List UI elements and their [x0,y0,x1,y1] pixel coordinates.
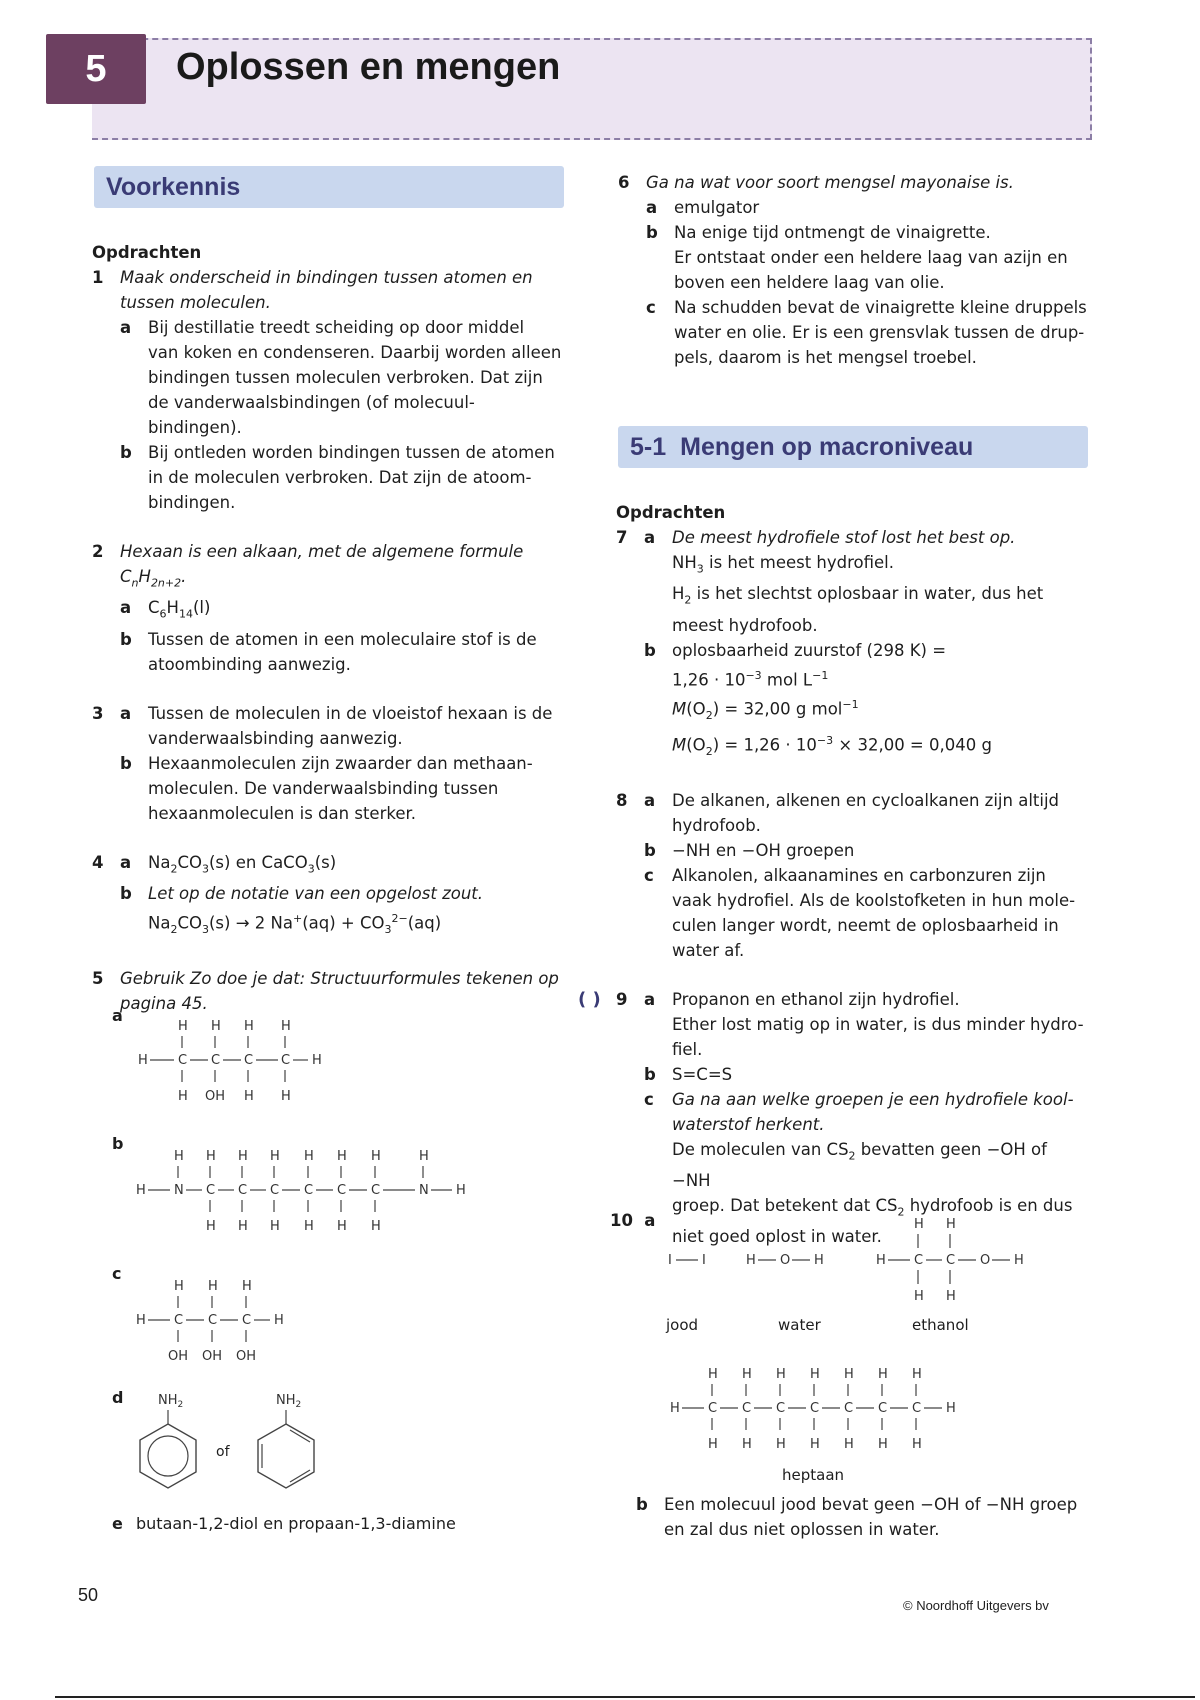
opdrachten-heading: Opdrachten [92,243,202,262]
svg-text:H: H [174,1279,184,1294]
svg-text:H: H [138,1053,148,1068]
svg-text:OH: OH [236,1349,257,1364]
section-voorkennis-title: Voorkennis [106,172,241,201]
answer-line: meest hydrofoob. [672,615,818,635]
svg-text:H: H [371,1219,381,1234]
answer-line: Ether lost matig op in water, is dus minder hydro- [672,1014,1084,1034]
answer-line: Hexaanmoleculen zijn zwaarder dan methaan- [148,753,533,773]
answer-line: hexaanmoleculen is dan sterker. [148,803,416,823]
answer-b [120,751,572,826]
svg-text:C: C [878,1401,888,1416]
bottom-rule [55,1696,1195,1698]
svg-text:H: H [304,1219,314,1234]
formula: groep. Dat betekent dat $CS_2$ hydrofoob is en dus [672,1195,1073,1219]
svg-text:H: H [814,1253,824,1268]
answer-line: bindingen). [148,418,242,437]
answer-line: water en olie. Er is een grensvlak tussen de drup- [674,323,1085,342]
answer-line: moleculen. De vanderwaalsbinding tussen [148,778,499,798]
answer-letter: a [112,1006,123,1025]
answer-b [644,838,1090,863]
svg-text:H: H [746,1253,756,1268]
svg-text:H: H [274,1313,284,1328]
svg-text:H: H [742,1367,752,1382]
answer-line: −NH en −OH groepen [672,840,855,860]
svg-text:C: C [337,1183,347,1198]
answer-letter: d [112,1388,124,1407]
svg-text:H: H [946,1217,956,1232]
question-7 [616,525,1090,764]
svg-text:C: C [371,1183,381,1198]
answer-line: Alkanolen, alkaanamines en carbonzuren zijn [672,865,1046,885]
answer-line: hydrofoob. [672,815,761,835]
svg-text:H: H [878,1367,888,1382]
svg-text:C: C [946,1253,956,1268]
structure-5a [134,1012,334,1112]
section-voorkennis [94,166,564,208]
answer-line: Tussen de moleculen in de vloeistof hexaan is de [148,703,553,723]
svg-text:C: C [206,1183,216,1198]
formula: $NH_3$ is het meest hydrofiel. [672,553,895,576]
svg-text:H: H [244,1019,254,1034]
structure-5c [134,1272,304,1372]
svg-text:H: H [337,1149,347,1164]
svg-text:H: H [281,1019,291,1034]
answer-line: De alkanen, alkenen en cycloalkanen zijn altijd [672,790,1060,810]
svg-text:NH2: $NH_2$ [158,1393,184,1410]
svg-text:H: H [708,1367,718,1382]
answer-b [644,638,1090,764]
svg-text:C: C [810,1401,820,1416]
answer-line: van koken en condenseren. Daarbij worden alleen [148,343,562,362]
answer-letter: b [120,629,132,649]
answer-line: fiel. [672,1039,703,1059]
answer-line: en zal dus niet oplossen in water. [664,1520,940,1539]
question-8 [616,788,1090,963]
svg-text:C: C [270,1183,280,1198]
svg-text:H: H [776,1367,786,1382]
answer-b [646,220,1088,295]
svg-text:H: H [242,1279,252,1294]
svg-text:H: H [810,1367,820,1382]
answer-line: boven een heldere laag van olie. [674,273,945,292]
question-number: 2 [92,542,104,561]
question-number: 8 [616,790,628,810]
answer-10b [636,1492,1086,1542]
answer-line: atoombinding aanwezig. [148,654,351,674]
question-6 [618,170,1088,370]
svg-text:OH: OH [168,1349,189,1364]
answer-line: Tussen de atomen in een moleculaire stof is de [148,629,537,649]
svg-text:H: H [312,1053,322,1068]
answer-line: S=C=S [672,1064,733,1084]
label-ethanol: ethanol [912,1316,969,1334]
svg-text:C: C [281,1053,291,1068]
answer-line: Bij ontleden worden bindingen tussen de atomen [148,443,555,462]
svg-text:C: C [208,1313,218,1328]
publisher: © Noordhoff Uitgevers bv [903,1598,1049,1613]
challenge-icon: ( ) [578,988,601,1010]
section-5-1 [618,426,1088,468]
question-text: Gebruik Zo doe je dat: Structuurformules tekenen op [120,968,559,988]
svg-text:I: I [668,1253,672,1268]
svg-text:H: H [337,1219,347,1234]
question-5 [92,966,572,1016]
svg-text:H: H [208,1279,218,1294]
answer-a [646,195,1088,220]
svg-text:H: H [136,1313,146,1328]
question-number: 5 [92,968,104,988]
answer-letter: a [644,790,656,810]
structures-10a [664,1212,1064,1332]
svg-text:O: O [980,1253,991,1268]
formula: $C_6H_{14}(l)$ [148,598,211,621]
answer-c [646,295,1088,370]
formula: $Na_2CO_3(s)$ en CaCO$_3$(s) [148,852,337,875]
svg-text:N: N [174,1183,184,1198]
answer-b [120,881,572,942]
svg-text:C: C [914,1253,924,1268]
svg-text:C: C [844,1401,854,1416]
svg-text:H: H [810,1437,820,1452]
answer-c [644,863,1090,963]
answer-line: niet goed oplost in water. [672,1227,882,1247]
svg-text:C: C [242,1313,252,1328]
answer-line: Na enige tijd ontmengt de vinaigrette. [674,223,991,242]
svg-text:H: H [914,1217,924,1232]
answer-line: Een molecuul jood bevat geen −OH of −NH groep [664,1495,1078,1514]
answer-letter: a [120,318,132,337]
formula: $Na_2CO_3(s) \to 2$ $Na^+(aq) + CO_3^{2-}(aq)$ [148,911,442,936]
svg-text:C: C [912,1401,922,1416]
svg-text:O: O [780,1253,791,1268]
answer-letter: c [646,298,656,317]
question-2 [92,539,572,677]
answer-letter: a [644,989,656,1009]
answer-line: vaak hydrofiel. Als de koolstofketen in hun mole- [672,890,1076,910]
svg-text:H: H [419,1149,429,1164]
page-number: 50 [78,1585,99,1605]
question-4 [92,850,572,942]
formula: $M(O_2) = 32,00$ g mol$^{-1}$ [672,698,859,722]
svg-text:NH2: $NH_2$ [276,1393,302,1410]
section-5-1-number: 5-1 [630,432,667,461]
left-column [92,240,572,1016]
svg-text:I: I [702,1253,706,1268]
answer-b [120,440,572,515]
answer-b [644,1062,1090,1087]
answer-line: Bij destillatie treedt scheiding op door middel [148,318,525,337]
question-number: 9 [616,989,628,1009]
svg-text:H: H [281,1089,291,1104]
svg-text:H: H [1014,1253,1024,1268]
answer-letter: a [644,1211,656,1230]
structure-heptaan [668,1360,988,1460]
svg-text:H: H [946,1289,956,1304]
structure-5d-aniline [128,1388,348,1498]
answer-line: butaan-1,2-diol en propaan-1,3-diamine [136,1514,456,1533]
svg-text:H: H [670,1401,680,1416]
svg-text:H: H [211,1019,221,1034]
answer-letter: a [644,528,656,547]
answer-line: emulgator [674,198,760,217]
answer-letter: b [112,1134,124,1153]
answer-line: oplosbaarheid zuurstof (298 K) = [672,640,947,660]
question-text: pagina 45. [120,993,208,1013]
answer-line: bindingen tussen moleculen verbroken. Dat zijn [148,368,543,387]
answer-letter: e [112,1514,123,1533]
svg-text:H: H [946,1401,956,1416]
svg-text:H: H [844,1437,854,1452]
answer-letter: b [644,840,656,860]
answer-line: bindingen. [148,493,236,512]
svg-text:C: C [776,1401,786,1416]
label-water: water [778,1316,821,1334]
svg-text:H: H [876,1253,886,1268]
answer-letter: a [120,598,132,618]
question-text: Maak onderscheid in bindingen tussen atomen en [120,268,533,287]
answer-letter: a [120,852,132,872]
answer-line: culen langer wordt, neemt de oplosbaarheid in [672,915,1059,935]
svg-text:C: C [742,1401,752,1416]
svg-text:H: H [914,1289,924,1304]
svg-text:H: H [174,1149,184,1164]
question-text: Hexaan is een alkaan, met de algemene formule [120,542,524,561]
svg-text:H: H [742,1437,752,1452]
answer-line: Ga na aan welke groepen je een hydrofiele kool- [672,1089,1074,1109]
answer-line: De meest hydrofiele stof lost het best op. [672,528,1016,547]
answer-letter: b [120,883,132,903]
svg-text:H: H [456,1183,466,1198]
svg-text:C: C [304,1183,314,1198]
answer-line: de vanderwaalsbindingen (of molecuul- [148,393,475,412]
answer-line: Propanon en ethanol zijn hydrofiel. [672,989,960,1009]
formula: $1,26 \cdot 10^{-3}$ mol $L^{-1}$ [672,668,829,690]
svg-text:H: H [912,1367,922,1382]
svg-text:H: H [244,1089,254,1104]
right-column-main [578,500,1090,1249]
svg-text:H: H [708,1437,718,1452]
answer-letter: b [636,1495,648,1514]
svg-text:H: H [371,1149,381,1164]
or-label: of [216,1444,230,1460]
answer-letter: b [120,753,132,773]
formula: De moleculen van $CS_2$ bevatten geen −OH of −NH [672,1139,1047,1190]
label-jood: jood [666,1316,699,1334]
answer-letter: b [120,443,132,462]
answer-line: pels, daarom is het mengsel troebel. [674,348,977,367]
answer-line: Let op de notatie van een opgelost zout. [148,883,484,903]
structure-5b [134,1142,474,1242]
svg-text:H: H [206,1149,216,1164]
svg-text:H: H [844,1367,854,1382]
svg-text:C: C [174,1313,184,1328]
answer-a [120,315,572,440]
answer-line: Er ontstaat onder een heldere laag van azijn en [674,248,1068,267]
answer-letter: a [646,198,658,217]
answer-a [120,595,572,626]
question-number: 6 [618,173,630,192]
svg-text:H: H [270,1219,280,1234]
svg-text:H: H [136,1183,146,1198]
chapter-number: 5 [46,34,146,104]
answer-line: water af. [672,940,745,960]
answer-letter: b [644,640,656,660]
svg-text:C: C [211,1053,221,1068]
svg-text:H: H [776,1437,786,1452]
answer-line: waterstof herkent. [672,1114,825,1134]
answer-letter: c [112,1264,122,1283]
answer-line: in de moleculen verbroken. Dat zijn de atoom- [148,468,532,487]
svg-text:H: H [238,1149,248,1164]
answer-letter: c [644,865,654,885]
question-number: 10 [610,1211,633,1230]
svg-text:OH: OH [205,1089,226,1104]
svg-text:H: H [912,1437,922,1452]
svg-text:H: H [238,1219,248,1234]
answer-letter: a [120,703,132,723]
question-text: Ga na wat voor soort mengsel mayonaise is. [646,173,1014,192]
svg-text:H: H [178,1019,188,1034]
question-number: 1 [92,268,104,287]
svg-text:H: H [878,1437,888,1452]
question-number: 3 [92,703,104,723]
question-10 [610,1208,655,1233]
question-1 [92,265,572,515]
formula: $C_nH_{2n+2}$. [120,567,187,590]
section-5-1-title: Mengen op macroniveau [680,432,974,461]
question-number: 4 [92,852,104,872]
svg-text:C: C [244,1053,254,1068]
answer-line: Na schudden bevat de vinaigrette kleine druppels [674,298,1087,317]
svg-text:C: C [178,1053,188,1068]
answer-line: vanderwaalsbinding aanwezig. [148,728,403,748]
question-3 [92,701,572,826]
formula: $H_2$ is het slechtst oplosbaar in water, dus het [672,584,1044,607]
chapter-title: Oplossen en mengen [176,46,561,88]
svg-text:H: H [270,1149,280,1164]
answer-letter: c [644,1089,654,1109]
svg-text:H: H [304,1149,314,1164]
svg-text:H: H [206,1219,216,1234]
question-9 [578,987,1090,1250]
svg-text:N: N [419,1183,429,1198]
svg-text:H: H [178,1089,188,1104]
formula: $M(O_2) = 1,26 \cdot 10^{-3} \times 32,00 = 0,040$ g [672,733,992,758]
answer-letter: b [646,223,658,242]
opdrachten-heading: Opdrachten [616,503,726,522]
svg-text:C: C [708,1401,718,1416]
answer-letter: b [644,1064,656,1084]
label-heptaan: heptaan [782,1466,845,1484]
right-column-top [618,170,1088,370]
question-number: 7 [616,528,628,547]
answer-b [120,627,572,677]
question-text: tussen moleculen. [120,293,271,312]
svg-text:OH: OH [202,1349,223,1364]
svg-text:C: C [238,1183,248,1198]
